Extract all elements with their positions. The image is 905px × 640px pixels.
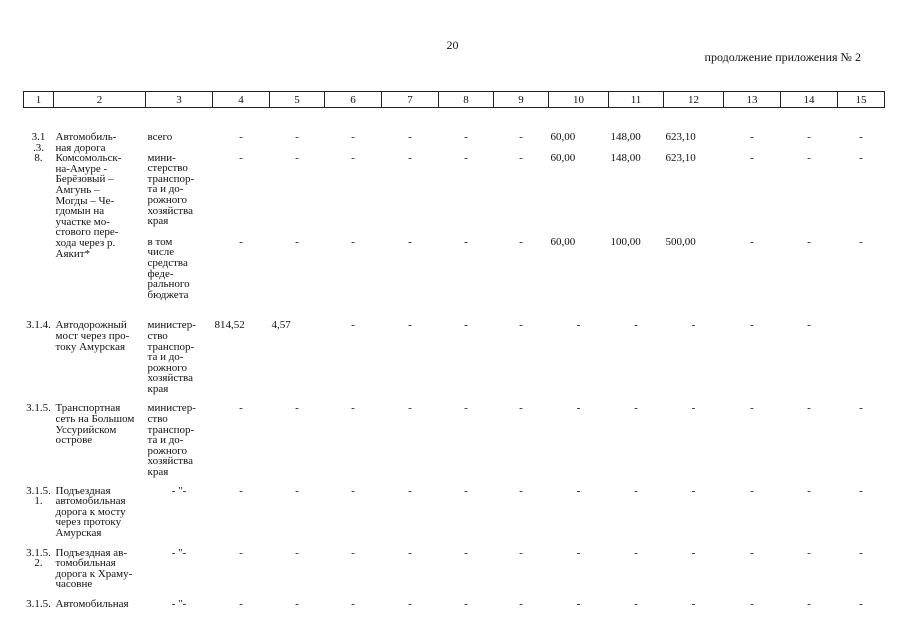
table-cell: 148,00 xyxy=(610,131,641,143)
table-cell: 3.1.5. xyxy=(26,402,51,415)
table-cell: - xyxy=(519,131,523,143)
table-cell: - xyxy=(750,597,754,610)
table-cell: - xyxy=(408,402,412,415)
table-cell: - xyxy=(807,151,811,164)
table-cell: - xyxy=(634,402,638,415)
table-cell: Подъездная автомобильная дорога к мосту через протоку Амурская xyxy=(55,484,126,539)
page-number: 20 xyxy=(446,38,459,52)
table-cell: - xyxy=(295,131,299,143)
table-cell: - xyxy=(351,151,355,164)
table-cell: - xyxy=(408,151,412,164)
table-cell: 623,10 xyxy=(665,131,696,143)
table-cell: 500,00 xyxy=(665,235,696,248)
column-header-9: 9 xyxy=(494,92,549,108)
table-cell: - xyxy=(351,131,355,143)
table-cell: 623,10 xyxy=(665,151,696,164)
table-cell: - xyxy=(691,402,696,415)
table-cell: - xyxy=(519,235,523,248)
table-cell: - xyxy=(464,546,468,559)
table-cell: - xyxy=(295,402,299,415)
table-cell: 3.1.5. 1. xyxy=(26,484,51,508)
column-header-6: 6 xyxy=(325,92,382,108)
table-cell: - xyxy=(351,319,355,332)
table-cell: - xyxy=(807,546,811,559)
table-cell: - xyxy=(859,151,863,164)
table-cell: - xyxy=(519,546,523,559)
table-cell: - xyxy=(750,319,754,332)
table-cell: - xyxy=(408,235,412,248)
appendix-continuation-note: продолжение приложения № 2 xyxy=(704,50,861,64)
table-cell: - xyxy=(408,319,412,332)
table-cell: 100,00 xyxy=(610,235,641,248)
table-cell: - xyxy=(408,484,412,497)
table-cell: Автомобильная xyxy=(55,597,129,610)
table-cell: - xyxy=(750,546,754,559)
table-cell: в том числе средства феде- рального бюджета xyxy=(147,235,190,301)
table-header-row xyxy=(24,92,885,108)
column-header-13: 13 xyxy=(724,92,781,108)
table-cell: - xyxy=(464,402,468,415)
table-cell: - xyxy=(519,319,523,332)
table-cell: - xyxy=(691,546,696,559)
table-cell: - xyxy=(351,484,355,497)
table-cell: - xyxy=(295,484,299,497)
column-header-8: 8 xyxy=(439,92,494,108)
table-cell: министер- ство транспор- та и до- рожного хозяйства края xyxy=(147,402,196,479)
table-row xyxy=(24,300,885,394)
table-cell: - xyxy=(408,131,412,143)
table-cell: Автомобиль- ная дорога Комсомольск- на-Амуре - Берёзовый – Амгунь – Могды – Че- гдомын на участке мо- стового пере- хода через р. Аякит* xyxy=(55,131,122,260)
table-cell: - xyxy=(239,484,243,497)
table-cell: - xyxy=(750,402,754,415)
table-cell: - xyxy=(750,151,754,164)
table-cell: - xyxy=(859,484,863,497)
table-cell: 3.1.4. xyxy=(26,319,51,332)
table-cell: 814,52 xyxy=(214,319,245,332)
table-cell: - xyxy=(464,151,468,164)
table-cell: всего xyxy=(147,131,173,143)
table-cell: 3.1.5. 2. xyxy=(26,546,51,570)
table-cell: - xyxy=(519,402,523,415)
table-cell: 60,00 xyxy=(550,235,576,248)
table-cell: - xyxy=(239,546,243,559)
table-row xyxy=(24,539,885,590)
table-row xyxy=(24,590,885,610)
table-cell: - xyxy=(576,546,581,559)
table-cell: - xyxy=(464,597,468,610)
table-cell: - xyxy=(295,151,299,164)
table-cell: - xyxy=(239,597,243,610)
table-cell: - xyxy=(295,235,299,248)
funding-table xyxy=(23,91,885,610)
table-cell: - "- xyxy=(171,484,187,497)
table-row xyxy=(24,108,885,143)
table-cell: Автодорожный мост через про- току Амурская xyxy=(55,319,130,353)
table-cell: - xyxy=(239,235,243,248)
table-cell: - xyxy=(807,402,811,415)
table-cell: 3.1 .3. 8. xyxy=(31,131,46,165)
table-cell: - xyxy=(351,402,355,415)
table-cell: - xyxy=(750,235,754,248)
table-cell: - xyxy=(295,597,299,610)
table-cell: - "- xyxy=(171,597,187,610)
table-cell: - xyxy=(807,319,811,332)
table-cell: - xyxy=(691,597,696,610)
table-cell: - xyxy=(519,151,523,164)
table-cell: - xyxy=(576,319,581,332)
column-header-4: 4 xyxy=(213,92,270,108)
table-cell: министер- ство транспор- та и до- рожного хозяйства края xyxy=(147,319,196,395)
table-cell: - xyxy=(859,235,863,248)
table-cell: 60,00 xyxy=(550,151,576,164)
column-header-11: 11 xyxy=(609,92,664,108)
column-header-10: 10 xyxy=(549,92,609,108)
column-header-12: 12 xyxy=(664,92,724,108)
table-cell: - xyxy=(807,131,811,143)
table-cell: - xyxy=(859,131,863,143)
table-cell: - xyxy=(807,597,811,610)
table-cell: - xyxy=(408,597,412,610)
table-cell: - xyxy=(576,597,581,610)
table-cell: мини- стерство транспор- та и до- рожного хозяйства края xyxy=(147,151,195,228)
table-cell: - xyxy=(576,484,581,497)
table-cell: - xyxy=(351,235,355,248)
table-cell: 60,00 xyxy=(550,131,576,143)
table-cell: - xyxy=(239,131,243,143)
table-cell: - xyxy=(634,319,638,332)
table-cell: - xyxy=(634,597,638,610)
column-header-7: 7 xyxy=(382,92,439,108)
table-cell: - xyxy=(691,319,696,332)
table-cell: - xyxy=(464,319,468,332)
column-header-2: 2 xyxy=(54,92,146,108)
table-row xyxy=(24,394,885,477)
table-cell: - xyxy=(464,235,468,248)
table-cell: - xyxy=(859,597,863,610)
table-cell: - xyxy=(750,484,754,497)
column-header-5: 5 xyxy=(270,92,325,108)
table-cell: - xyxy=(750,131,754,143)
table-row xyxy=(24,227,885,301)
table-cell: - xyxy=(634,546,638,559)
table-cell: - xyxy=(691,484,696,497)
table-cell: - xyxy=(859,402,863,415)
table-cell: Подъездная ав- томобильная дорога к Храму- часовне xyxy=(55,546,133,591)
table-cell: - xyxy=(464,484,468,497)
table-cell: - xyxy=(576,402,581,415)
table-row xyxy=(24,143,885,227)
table-cell: - "- xyxy=(171,546,187,559)
column-header-15: 15 xyxy=(838,92,885,108)
table-cell: - xyxy=(295,546,299,559)
table-cell: 3.1.5. xyxy=(26,597,51,610)
table-cell: Транспортная сеть на Большом Уссурийском острове xyxy=(55,402,135,447)
table-cell: - xyxy=(807,235,811,248)
column-header-14: 14 xyxy=(781,92,838,108)
table-cell: 148,00 xyxy=(610,151,641,164)
table-cell: - xyxy=(351,546,355,559)
column-header-3: 3 xyxy=(146,92,213,108)
table-cell: - xyxy=(408,546,412,559)
table-cell: - xyxy=(239,402,243,415)
table-cell: - xyxy=(239,151,243,164)
table-cell: 4,57 xyxy=(271,319,291,332)
table-cell: - xyxy=(351,597,355,610)
table-cell: - xyxy=(634,484,638,497)
table-cell: - xyxy=(807,484,811,497)
table-cell: - xyxy=(519,484,523,497)
table-cell: - xyxy=(859,546,863,559)
table-row xyxy=(24,478,885,539)
column-header-1: 1 xyxy=(24,92,54,108)
table-cell: - xyxy=(519,597,523,610)
table-cell: - xyxy=(464,131,468,143)
